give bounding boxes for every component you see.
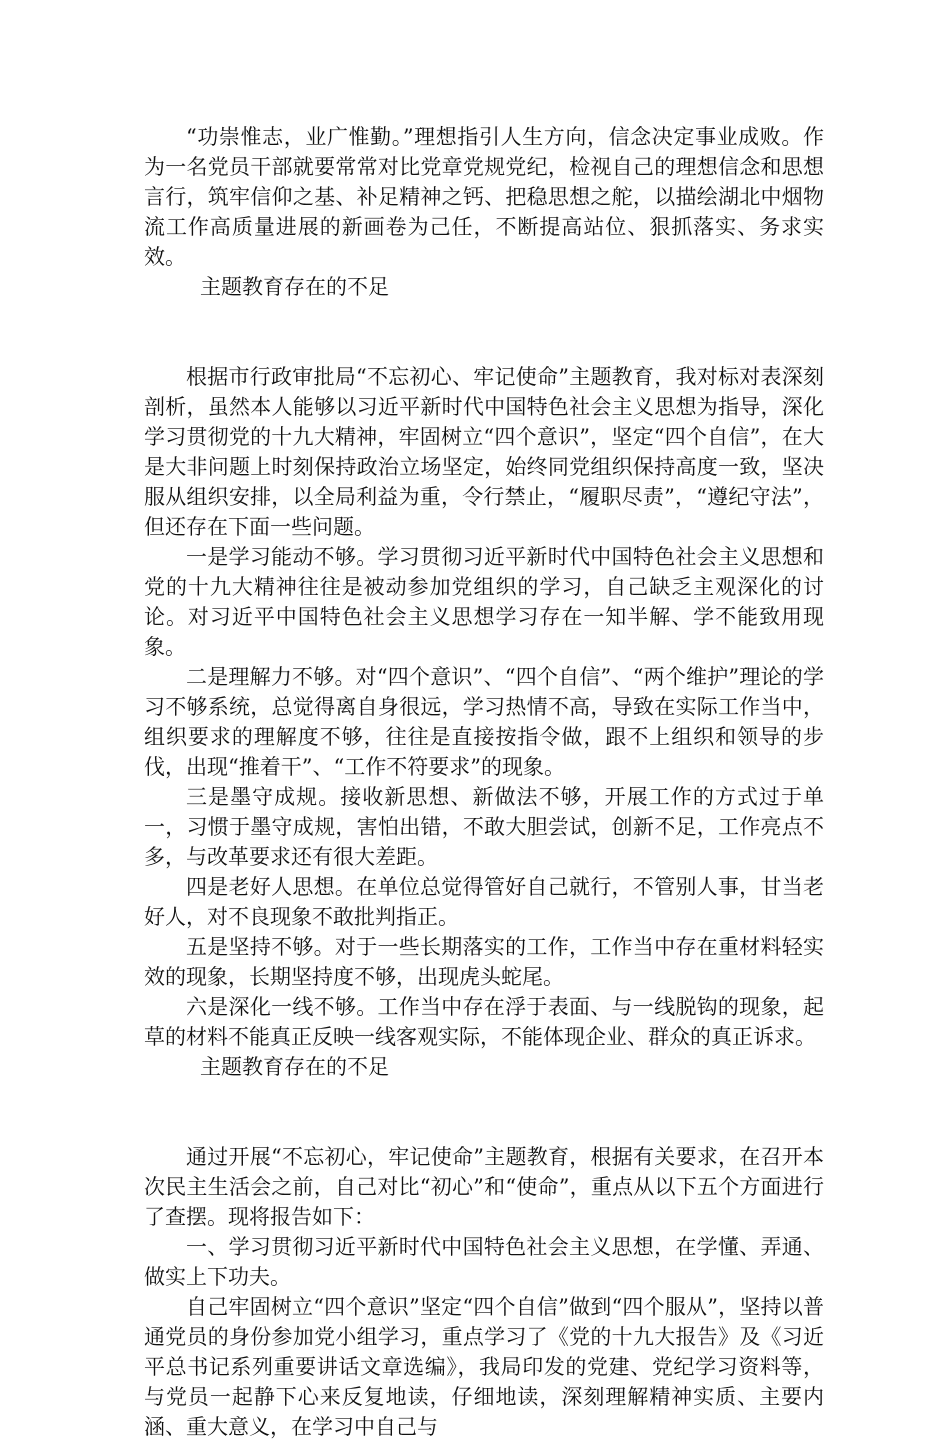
paragraph: 一是学习能动不够。学习贯彻习近平新时代中国特色社会主义思想和党的十九大精神往往是被动参加党组织的学习，自己缺乏主观深化的讨论。对习近平中国特色社会主义思想学习存在一知半解、学不能致用现象。 bbox=[144, 545, 824, 659]
section-heading: 主题教育存在的不足 bbox=[200, 1055, 389, 1079]
paragraph: 五是坚持不够。对于一些长期落实的工作，工作当中存在重材料轻实效的现象，长期坚持度不够，出现虎头蛇尾。 bbox=[144, 935, 824, 989]
paragraph: 根据市行政审批局“不忘初心、牢记使命”主题教育，我对标对表深刻剖析，虽然本人能够以习近平新时代中国特色社会主义思想为指导，深化学习贯彻党的十九大精神，牢固树立“四个意识”，坚定“四个自信”，在大是大非问题上时刻保持政治立场坚定，始终同党组织保持高度一致，坚决服从组织安排，以全局利益为重，令行禁止，“履职尽责”，“遵纪守法”，但还存在下面一些问题。 bbox=[144, 365, 824, 539]
paragraph: “功崇惟志，业广惟勤。”理想指引人生方向，信念决定事业成败。作为一名党员干部就要常常对比党章党规党纪，检视自己的理想信念和思想言行，筑牢信仰之基、补足精神之钙、把稳思想之舵，以描绘湖北中烟物流工作高质量进展的新画卷为己任，不断提高站位、狠抓落实、务求实效。 bbox=[144, 125, 824, 269]
paragraph: 四是老好人思想。在单位总觉得管好自己就行，不管别人事，甘当老好人，对不良现象不敢批判指正。 bbox=[144, 875, 824, 929]
paragraph: 三是墨守成规。接收新思想、新做法不够，开展工作的方式过于单一，习惯于墨守成规，害怕出错，不敢大胆尝试，创新不足，工作亮点不多，与改革要求还有很大差距。 bbox=[144, 785, 824, 869]
paragraph: 二是理解力不够。对“四个意识”、“四个自信”、“两个维护”理论的学习不够系统，总觉得离自身很远，学习热情不高，导致在实际工作当中，组织要求的理解度不够，往往是直接按指令做，跟不上组织和领导的步伐，出现“推着干”、“工作不符要求”的现象。 bbox=[144, 665, 824, 779]
paragraph: 六是深化一线不够。工作当中存在浮于表面、与一线脱钩的现象，起草的材料不能真正反映一线客观实际，不能体现企业、群众的真正诉求。 bbox=[144, 995, 824, 1049]
document-body bbox=[144, 122, 824, 1442]
paragraph: 一、学习贯彻习近平新时代中国特色社会主义思想，在学懂、弄通、做实上下功夫。 bbox=[144, 1235, 824, 1289]
paragraph: 自己牢固树立“四个意识”坚定“四个自信”做到“四个服从”，坚持以普通党员的身份参加党小组学习，重点学习了《党的十九大报告》及《习近平总书记系列重要讲话文章选编》，我局印发的党建、党纪学习资料等，与党员一起静下心来反复地读，仔细地读，深刻理解精神实质、主要内涵、重大意义，在学习中自己与 bbox=[144, 1295, 824, 1439]
spacer bbox=[144, 1082, 824, 1142]
spacer bbox=[144, 302, 824, 362]
section-heading: 主题教育存在的不足 bbox=[200, 275, 389, 299]
paragraph: 通过开展“不忘初心，牢记使命”主题教育，根据有关要求，在召开本次民主生活会之前，自己对比“初心”和“使命”，重点从以下五个方面进行了查摆。现将报告如下： bbox=[144, 1145, 824, 1229]
